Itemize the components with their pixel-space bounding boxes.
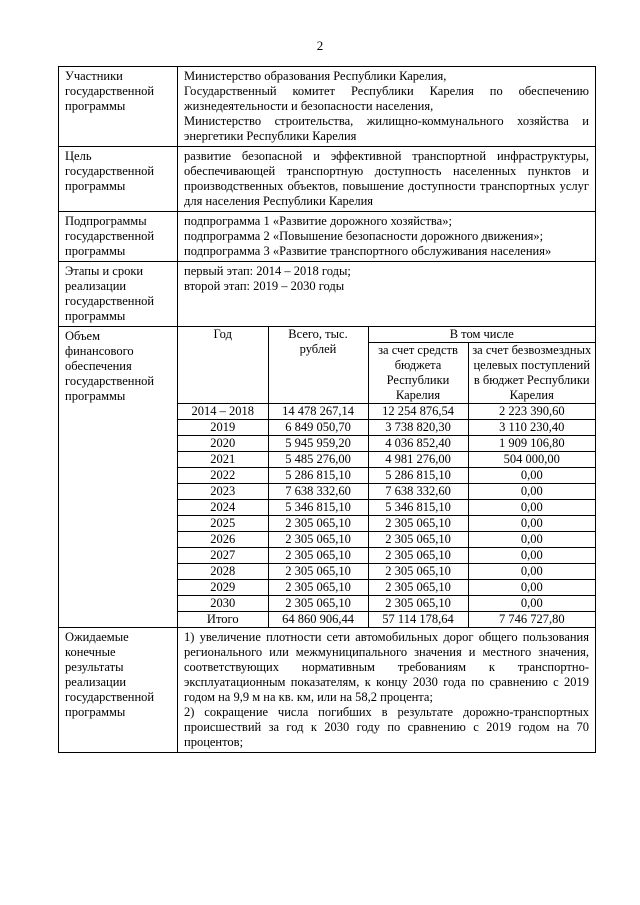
cell-total: 14 478 267,14 [268, 404, 368, 420]
cell-budget: 2 305 065,10 [368, 564, 468, 580]
header-total: Всего, тыс. рублей [268, 327, 368, 404]
cell-budget: 4 981 276,00 [368, 452, 468, 468]
cell-total: 5 346 815,10 [268, 500, 368, 516]
cell-budget: 2 305 065,10 [368, 516, 468, 532]
finance-row [178, 404, 595, 420]
finance-row [178, 516, 595, 532]
cell-total: 2 305 065,10 [268, 532, 368, 548]
label-finance: Объем финансового обеспечения государственной программы [59, 327, 178, 628]
label-subprograms: Подпрограммы государственной программы [59, 212, 178, 262]
cell-budget: 2 305 065,10 [368, 596, 468, 612]
cell-budget: 4 036 852,40 [368, 436, 468, 452]
cell-total: 7 638 332,60 [268, 484, 368, 500]
cell-budget: 2 305 065,10 [368, 580, 468, 596]
header-year: Год [178, 327, 268, 404]
cell-grants: 7 746 727,80 [468, 612, 595, 628]
stage-line: второй этап: 2019 – 2030 годы [184, 279, 345, 293]
finance-row [178, 580, 595, 596]
finance-row [178, 548, 595, 564]
finance-row [178, 436, 595, 452]
cell-budget: 7 638 332,60 [368, 484, 468, 500]
cell-budget: 2 305 065,10 [368, 532, 468, 548]
cell-total: 64 860 906,44 [268, 612, 368, 628]
cell-year: 2022 [178, 468, 268, 484]
header-grants: за счет безвозмездных целевых поступлений в бюджет Республики Карелия [468, 343, 595, 404]
cell-budget: 2 305 065,10 [368, 548, 468, 564]
cell-total: 6 849 050,70 [268, 420, 368, 436]
finance-row [178, 452, 595, 468]
cell-total: 5 485 276,00 [268, 452, 368, 468]
row-subprograms [59, 212, 596, 262]
cell-total: 2 305 065,10 [268, 516, 368, 532]
value-participants [178, 67, 596, 147]
value-stages [178, 262, 596, 327]
row-participants [59, 67, 596, 147]
participant-line: Министерство образования Республики Карелия, [184, 69, 447, 83]
cell-grants: 0,00 [468, 580, 595, 596]
cell-total: 2 305 065,10 [268, 580, 368, 596]
cell-year: 2028 [178, 564, 268, 580]
subprogram-line: подпрограмма 2 «Повышение безопасности дорожного движения»; [184, 229, 544, 243]
cell-year: 2023 [178, 484, 268, 500]
cell-year: 2029 [178, 580, 268, 596]
row-stages [59, 262, 596, 327]
cell-grants: 1 909 106,80 [468, 436, 595, 452]
header-including: В том числе [368, 327, 595, 343]
cell-year: 2025 [178, 516, 268, 532]
finance-header-row [178, 327, 595, 343]
finance-row [178, 420, 595, 436]
header-budget: за счет средств бюджета Республики Карелия [368, 343, 468, 404]
passport-table [58, 66, 596, 753]
cell-total: 2 305 065,10 [268, 564, 368, 580]
subprogram-line: подпрограмма 3 «Развитие транспортного обслуживания населения» [184, 244, 552, 258]
participant-line: Министерство строительства, жилищно-коммунального хозяйства и энергетики Республики Карелия [184, 114, 589, 143]
cell-year: 2014 – 2018 [178, 404, 268, 420]
cell-grants: 0,00 [468, 596, 595, 612]
cell-grants: 2 223 390,60 [468, 404, 595, 420]
cell-budget: 3 738 820,30 [368, 420, 468, 436]
finance-row [178, 596, 595, 612]
row-finance [59, 327, 596, 628]
finance-row [178, 468, 595, 484]
page-number: 2 [316, 38, 324, 53]
finance-row [178, 564, 595, 580]
value-goal: развитие безопасной и эффективной транспортной инфраструктуры, обеспечивающей транспортную доступность населенных пунктов и производственных объектов, повышение доступности транспортных услуг для населения Республики Карелия [178, 147, 596, 212]
cell-grants: 0,00 [468, 484, 595, 500]
label-stages: Этапы и сроки реализации государственной программы [59, 262, 178, 327]
finance-row [178, 532, 595, 548]
row-goal [59, 147, 596, 212]
cell-year: 2024 [178, 500, 268, 516]
cell-grants: 0,00 [468, 500, 595, 516]
cell-total: 5 945 959,20 [268, 436, 368, 452]
participant-line: Государственный комитет Республики Карелия по обеспечению жизнедеятельности и безопасности населения, [184, 84, 589, 113]
cell-budget: 5 286 815,10 [368, 468, 468, 484]
finance-row [178, 500, 595, 516]
finance-table [178, 327, 595, 627]
finance-row [178, 612, 595, 628]
cell-budget: 5 346 815,10 [368, 500, 468, 516]
cell-grants: 0,00 [468, 516, 595, 532]
value-results [178, 628, 596, 753]
stage-line: первый этап: 2014 – 2018 годы; [184, 264, 351, 278]
result-item: 1) увеличение плотности сети автомобильных дорог общего пользования регионального или межмуниципального значения и местного значения, соответствующих нормативным требованиям к транспортно-эксплуатационным показателям, к концу 2030 года по сравнению с 2019 годом на 9,9 м на кв. км, или на 58,2 процента; [184, 630, 589, 704]
cell-year: 2026 [178, 532, 268, 548]
cell-year: Итого [178, 612, 268, 628]
finance-row [178, 484, 595, 500]
cell-year: 2021 [178, 452, 268, 468]
cell-grants: 504 000,00 [468, 452, 595, 468]
cell-grants: 0,00 [468, 564, 595, 580]
cell-year: 2020 [178, 436, 268, 452]
cell-grants: 0,00 [468, 548, 595, 564]
value-subprograms [178, 212, 596, 262]
label-goal: Цель государственной программы [59, 147, 178, 212]
cell-year: 2019 [178, 420, 268, 436]
cell-total: 2 305 065,10 [268, 596, 368, 612]
subprogram-line: подпрограмма 1 «Развитие дорожного хозяйства»; [184, 214, 452, 228]
cell-budget: 12 254 876,54 [368, 404, 468, 420]
cell-total: 5 286 815,10 [268, 468, 368, 484]
label-results: Ожидаемые конечные результаты реализации государственной программы [59, 628, 178, 753]
cell-year: 2030 [178, 596, 268, 612]
cell-grants: 3 110 230,40 [468, 420, 595, 436]
cell-budget: 57 114 178,64 [368, 612, 468, 628]
cell-grants: 0,00 [468, 532, 595, 548]
label-participants: Участники государственной программы [59, 67, 178, 147]
cell-total: 2 305 065,10 [268, 548, 368, 564]
cell-year: 2027 [178, 548, 268, 564]
result-item: 2) сокращение числа погибших в результате дорожно-транспортных происшествий за год к 2030 году по сравнению с 2019 годом на 70 процентов; [184, 705, 589, 749]
value-finance [178, 327, 596, 628]
row-results [59, 628, 596, 753]
cell-grants: 0,00 [468, 468, 595, 484]
